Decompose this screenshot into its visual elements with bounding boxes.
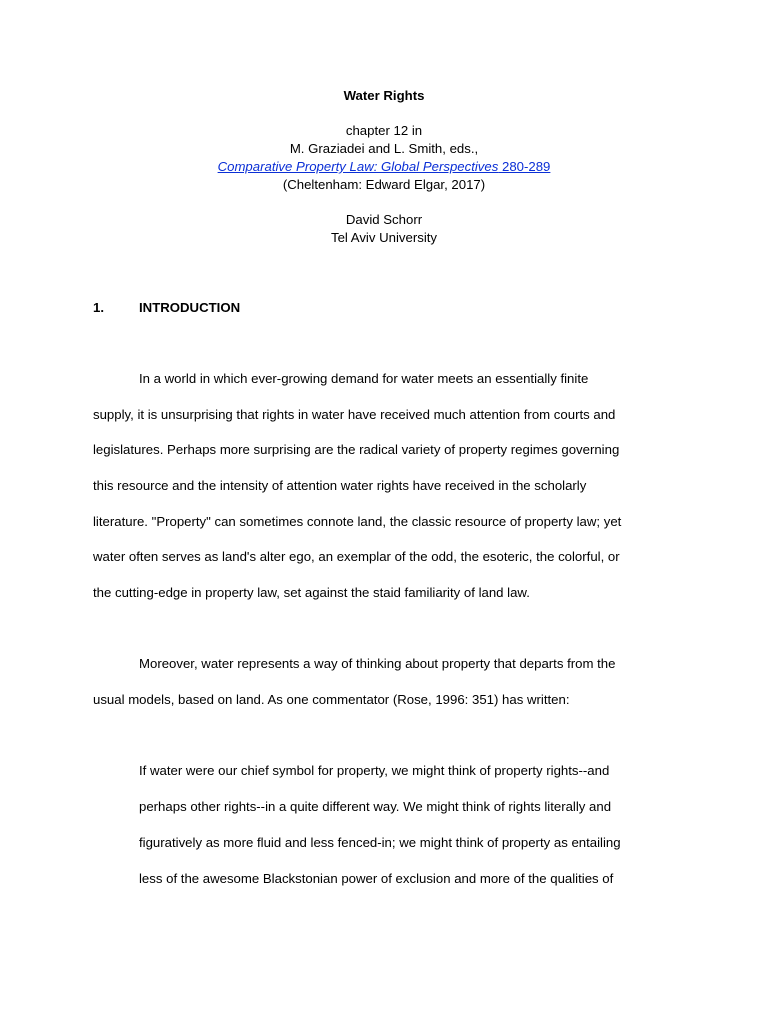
paragraph-line: supply, it is unsurprising that rights in water have received much attention from courts and <box>93 407 616 422</box>
citation-chapter: chapter 12 in <box>345 123 423 138</box>
book-title[interactable]: Comparative Property Law: Global Perspectives <box>217 159 499 174</box>
paragraph-line: water often serves as land's alter ego, an exemplar of the odd, the esoteric, the colorful, or <box>93 549 620 564</box>
citation-publisher: (Cheltenham: Edward Elgar, 2017) <box>282 177 486 192</box>
paragraph-line: In a world in which ever-growing demand for water meets an essentially finite <box>139 371 589 386</box>
book-link[interactable] <box>218 159 551 174</box>
quote-line: figuratively as more fluid and less fenced-in; we might think of property as entailing <box>139 835 621 850</box>
quote-line: less of the awesome Blackstonian power of exclusion and more of the qualities of <box>139 871 614 886</box>
section-title: INTRODUCTION <box>139 300 241 315</box>
book-pages[interactable]: 280-289 <box>498 159 551 174</box>
paragraph-line: legislatures. Perhaps more surprising are the radical variety of property regimes governing <box>93 442 620 457</box>
document-title: Water Rights <box>343 88 425 103</box>
citation-book-line <box>0 159 768 174</box>
author-name: David Schorr <box>345 212 423 227</box>
section-number: 1. <box>93 300 104 315</box>
quote-line: perhaps other rights--in a quite different way. We might think of rights literally and <box>139 799 612 814</box>
author-affiliation: Tel Aviv University <box>330 230 438 245</box>
paragraph-line: the cutting-edge in property law, set against the staid familiarity of land law. <box>93 585 530 600</box>
paragraph-line: this resource and the intensity of attention water rights have received in the scholarly <box>93 478 587 493</box>
paragraph-line: literature. "Property" can sometimes connote land, the classic resource of property law; yet <box>93 514 622 529</box>
paragraph-line: Moreover, water represents a way of thinking about property that departs from the <box>139 656 616 671</box>
quote-line: If water were our chief symbol for property, we might think of property rights--and <box>139 763 610 778</box>
citation-editors: M. Graziadei and L. Smith, eds., <box>289 141 479 156</box>
paragraph-line: usual models, based on land. As one commentator (Rose, 1996: 351) has written: <box>93 692 570 707</box>
